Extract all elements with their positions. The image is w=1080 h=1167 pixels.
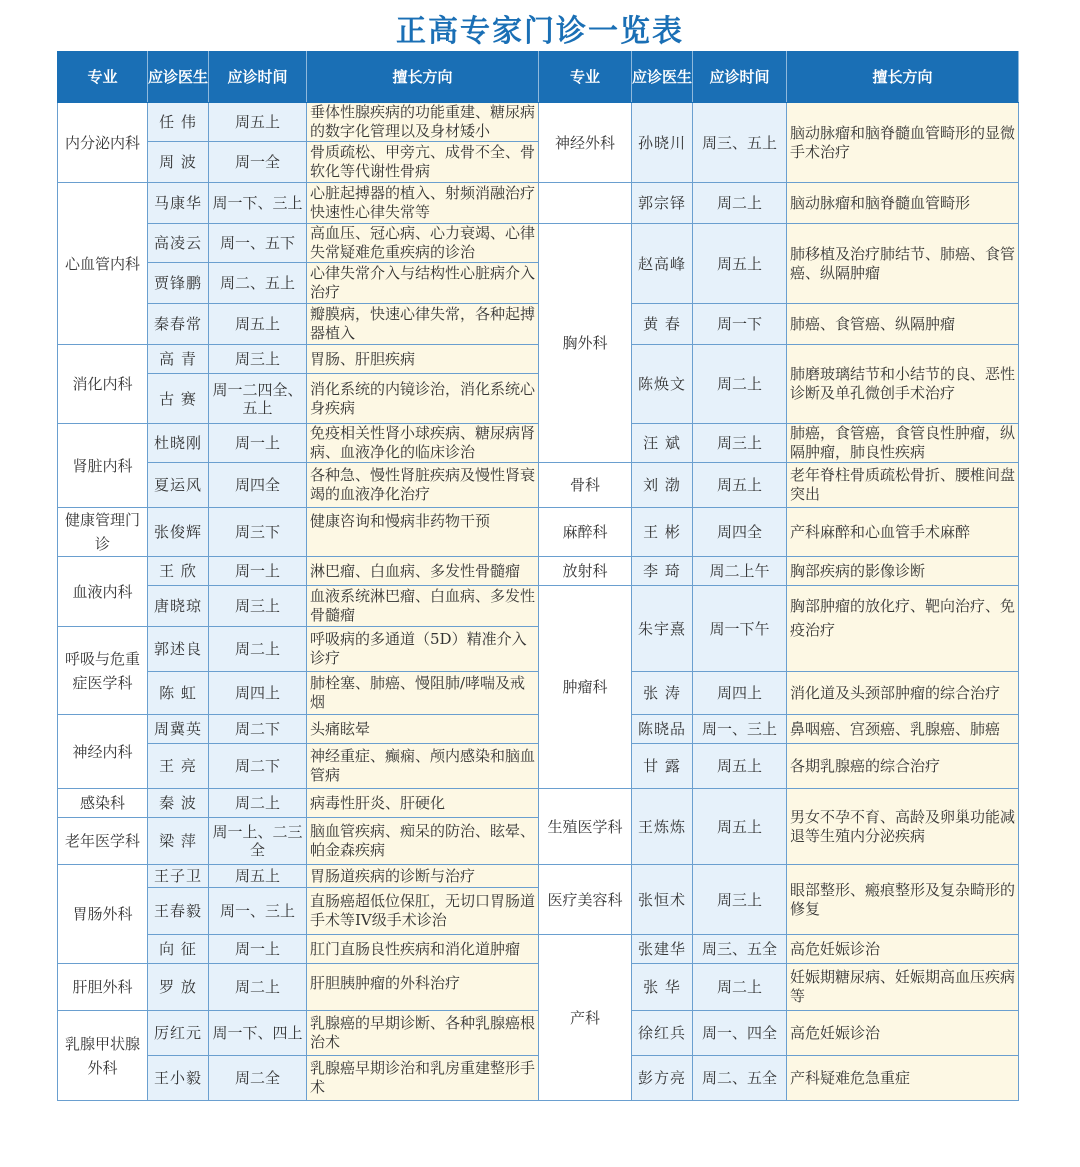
time-cell: 周五上	[209, 865, 307, 888]
time-cell: 周二上	[209, 964, 307, 1011]
table-row	[58, 744, 1019, 789]
dept-cell: 肿瘤科	[539, 586, 632, 789]
time-cell: 周二、五上	[209, 263, 307, 304]
specialty-cell: 瓣膜病，快速心律失常，各种起搏器植入	[307, 304, 539, 345]
time-cell: 周二上	[693, 345, 787, 424]
time-cell: 周五上	[693, 463, 787, 508]
time-cell: 周四全	[693, 508, 787, 557]
dept-cell: 神经外科	[539, 103, 632, 183]
doctor-cell: 陈晓品	[632, 715, 693, 744]
time-cell: 周五上	[693, 224, 787, 304]
specialty-cell: 消化系统的内镜诊治，消化系统心身疾病	[307, 374, 539, 424]
doctor-cell: 罗 放	[148, 964, 209, 1011]
time-cell: 周三下	[209, 508, 307, 557]
specialty-cell: 乳腺癌早期诊治和乳房重建整形手术	[307, 1056, 539, 1101]
specialty-cell: 肛门直肠良性疾病和消化道肿瘤	[307, 935, 539, 964]
doctor-cell: 王小毅	[148, 1056, 209, 1101]
specialty-cell: 淋巴瘤、白血病、多发性骨髓瘤	[307, 557, 539, 586]
specialty-cell: 产科疑难危急重症	[787, 1056, 1019, 1101]
time-cell: 周三、五上	[693, 103, 787, 183]
time-cell: 周三上	[209, 345, 307, 374]
specialty-cell: 胸部疾病的影像诊断	[787, 557, 1019, 586]
time-cell: 周二下	[209, 715, 307, 744]
dept-cell: 骨科	[539, 463, 632, 508]
doctor-cell: 王 亮	[148, 744, 209, 789]
header-dept: 专业	[539, 52, 632, 103]
dept-cell: 呼吸与危重症医学科	[58, 627, 148, 715]
time-cell: 周一、三上	[209, 888, 307, 935]
time-cell: 周四上	[693, 672, 787, 715]
specialty-cell: 免疫相关性肾小球疾病、糖尿病肾病、血液净化的临床诊治	[307, 424, 539, 463]
doctor-cell: 杜晓刚	[148, 424, 209, 463]
specialty-cell: 产科麻醉和心血管手术麻醉	[787, 508, 1019, 557]
dept-cell-continued	[539, 183, 632, 224]
time-cell: 周一上	[209, 424, 307, 463]
time-cell: 周五上	[209, 103, 307, 142]
time-cell: 周三上	[209, 586, 307, 627]
dept-cell: 感染科	[58, 789, 148, 818]
specialty-cell: 脑动脉瘤和脑脊髓血管畸形的显微手术治疗	[787, 103, 1019, 183]
doctor-cell: 梁 萍	[148, 818, 209, 865]
doctor-cell: 秦 波	[148, 789, 209, 818]
specialty-cell: 肺栓塞、肺癌、慢阻肺/哮喘及戒烟	[307, 672, 539, 715]
doctor-cell: 贾锋鹏	[148, 263, 209, 304]
specialty-cell: 妊娠期糖尿病、妊娠期高血压疾病等	[787, 964, 1019, 1011]
time-cell: 周二、五全	[693, 1056, 787, 1101]
specialty-cell: 各期乳腺癌的综合治疗	[787, 744, 1019, 789]
table-row	[58, 463, 1019, 508]
dept-cell: 胃肠外科	[58, 865, 148, 964]
header-specialty: 擅长方向	[787, 52, 1019, 103]
dept-cell: 肾脏内科	[58, 424, 148, 508]
header-doctor: 应诊医生	[148, 52, 209, 103]
specialty-cell: 肝胆胰肿瘤的外科治疗	[307, 964, 539, 1011]
dept-cell: 肝胆外科	[58, 964, 148, 1011]
specialty-cell: 健康咨询和慢病非药物干预	[307, 508, 539, 557]
time-cell: 周五上	[693, 744, 787, 789]
dept-cell: 乳腺甲状腺外科	[58, 1011, 148, 1101]
specialty-cell: 头痛眩晕	[307, 715, 539, 744]
specialty-cell: 血液系统淋巴瘤、白血病、多发性骨髓瘤	[307, 586, 539, 627]
dept-cell: 放射科	[539, 557, 632, 586]
table-row	[58, 586, 1019, 627]
time-cell: 周一、四全	[693, 1011, 787, 1056]
doctor-cell: 周冀英	[148, 715, 209, 744]
dept-cell: 健康管理门诊	[58, 508, 148, 557]
doctor-cell: 王炼炼	[632, 789, 693, 865]
table-row	[58, 224, 1019, 263]
clinic-schedule-table	[57, 51, 1019, 1101]
time-cell: 周二上	[693, 183, 787, 224]
doctor-cell: 王 欣	[148, 557, 209, 586]
doctor-cell: 王 彬	[632, 508, 693, 557]
dept-cell: 神经内科	[58, 715, 148, 789]
dept-cell: 产科	[539, 935, 632, 1101]
doctor-cell: 甘 露	[632, 744, 693, 789]
time-cell: 周二上	[209, 627, 307, 672]
dept-cell: 老年医学科	[58, 818, 148, 865]
doctor-cell: 张 涛	[632, 672, 693, 715]
doctor-cell: 张恒术	[632, 865, 693, 935]
specialty-cell: 脑血管疾病、痴呆的防治、眩晕、帕金森疾病	[307, 818, 539, 865]
table-row	[58, 183, 1019, 224]
doctor-cell: 张建华	[632, 935, 693, 964]
table-row	[58, 1056, 1019, 1101]
table-row	[58, 424, 1019, 463]
specialty-cell: 眼部整形、瘢痕整形及复杂畸形的修复	[787, 865, 1019, 935]
doctor-cell: 唐晓琼	[148, 586, 209, 627]
doctor-cell: 古 赛	[148, 374, 209, 424]
time-cell: 周一下、三上	[209, 183, 307, 224]
header-specialty: 擅长方向	[307, 52, 539, 103]
specialty-cell: 各种急、慢性肾脏疾病及慢性肾衰竭的血液净化治疗	[307, 463, 539, 508]
specialty-cell: 胸部肿瘤的放化疗、靶向治疗、免疫治疗	[787, 586, 1019, 672]
specialty-cell: 呼吸病的多通道（5D）精准介入诊疗	[307, 627, 539, 672]
specialty-cell: 胃肠、肝胆疾病	[307, 345, 539, 374]
table-row	[58, 789, 1019, 818]
doctor-cell: 厉红元	[148, 1011, 209, 1056]
doctor-cell: 郭述良	[148, 627, 209, 672]
table-row	[58, 557, 1019, 586]
specialty-cell: 垂体性腺疾病的功能重建、糖尿病的数字化管理以及身材矮小	[307, 103, 539, 142]
specialty-cell: 肺癌、食管癌、纵隔肿瘤	[787, 304, 1019, 345]
doctor-cell: 陈焕文	[632, 345, 693, 424]
specialty-cell: 肺移植及治疗肺结节、肺癌、食管癌、纵隔肿瘤	[787, 224, 1019, 304]
specialty-cell: 肺癌，食管癌，食管良性肿瘤，纵隔肿瘤，肺良性疾病	[787, 424, 1019, 463]
page-title: 正高专家门诊一览表	[396, 14, 684, 49]
doctor-cell: 高凌云	[148, 224, 209, 263]
doctor-cell: 任 伟	[148, 103, 209, 142]
time-cell: 周一上	[209, 557, 307, 586]
doctor-cell: 徐红兵	[632, 1011, 693, 1056]
doctor-cell: 马康华	[148, 183, 209, 224]
dept-cell: 血液内科	[58, 557, 148, 627]
doctor-cell: 周 波	[148, 142, 209, 183]
time-cell: 周四全	[209, 463, 307, 508]
dept-cell: 内分泌内科	[58, 103, 148, 183]
dept-cell: 医疗美容科	[539, 865, 632, 935]
doctor-cell: 朱宇熹	[632, 586, 693, 672]
doctor-cell: 张俊辉	[148, 508, 209, 557]
time-cell: 周五上	[693, 789, 787, 865]
specialty-cell: 高危妊娠诊治	[787, 935, 1019, 964]
doctor-cell: 向 征	[148, 935, 209, 964]
doctor-cell: 刘 渤	[632, 463, 693, 508]
time-cell: 周二上午	[693, 557, 787, 586]
time-cell: 周二下	[209, 744, 307, 789]
time-cell: 周三上	[693, 865, 787, 935]
specialty-cell: 心律失常介入与结构性心脏病介入治疗	[307, 263, 539, 304]
doctor-cell: 郭宗铎	[632, 183, 693, 224]
time-cell: 周三、五全	[693, 935, 787, 964]
table-row	[58, 865, 1019, 888]
time-cell: 周二全	[209, 1056, 307, 1101]
doctor-cell: 王春毅	[148, 888, 209, 935]
specialty-cell: 老年脊柱骨质疏松骨折、腰椎间盘突出	[787, 463, 1019, 508]
doctor-cell: 夏运风	[148, 463, 209, 508]
time-cell: 周一上、二三全	[209, 818, 307, 865]
table-row	[58, 964, 1019, 1011]
table-row	[58, 935, 1019, 964]
time-cell: 周一下午	[693, 586, 787, 672]
table-row	[58, 1011, 1019, 1056]
specialty-cell: 乳腺癌的早期诊断、各种乳腺癌根治术	[307, 1011, 539, 1056]
table-row	[58, 304, 1019, 345]
doctor-cell: 李 琦	[632, 557, 693, 586]
specialty-cell: 脑动脉瘤和脑脊髓血管畸形	[787, 183, 1019, 224]
table-row	[58, 345, 1019, 374]
table-row	[58, 715, 1019, 744]
doctor-cell: 黄 春	[632, 304, 693, 345]
specialty-cell: 消化道及头颈部肿瘤的综合治疗	[787, 672, 1019, 715]
time-cell: 周五上	[209, 304, 307, 345]
time-cell: 周一、三上	[693, 715, 787, 744]
time-cell: 周一上	[209, 935, 307, 964]
time-cell: 周三上	[693, 424, 787, 463]
specialty-cell: 心脏起搏器的植入、射频消融治疗快速性心律失常等	[307, 183, 539, 224]
dept-cell: 生殖医学科	[539, 789, 632, 865]
specialty-cell: 直肠癌超低位保肛，无切口胃肠道手术等IV级手术诊治	[307, 888, 539, 935]
dept-cell: 麻醉科	[539, 508, 632, 557]
time-cell: 周二上	[693, 964, 787, 1011]
doctor-cell: 彭方亮	[632, 1056, 693, 1101]
header-dept: 专业	[58, 52, 148, 103]
header-doctor: 应诊医生	[632, 52, 693, 103]
specialty-cell: 高血压、冠心病、心力衰竭、心律失常疑难危重疾病的诊治	[307, 224, 539, 263]
time-cell: 周一、五下	[209, 224, 307, 263]
time-cell: 周一全	[209, 142, 307, 183]
specialty-cell: 骨质疏松、甲旁亢、成骨不全、骨软化等代谢性骨病	[307, 142, 539, 183]
specialty-cell: 鼻咽癌、宫颈癌、乳腺癌、肺癌	[787, 715, 1019, 744]
dept-cell: 心血管内科	[58, 183, 148, 345]
doctor-cell: 高 青	[148, 345, 209, 374]
header-time: 应诊时间	[209, 52, 307, 103]
doctor-cell: 王子卫	[148, 865, 209, 888]
table-row	[58, 672, 1019, 715]
specialty-cell: 病毒性肝炎、肝硬化	[307, 789, 539, 818]
specialty-cell: 高危妊娠诊治	[787, 1011, 1019, 1056]
doctor-cell: 陈 虹	[148, 672, 209, 715]
header-time: 应诊时间	[693, 52, 787, 103]
time-cell: 周一二四全、五上	[209, 374, 307, 424]
doctor-cell: 汪 斌	[632, 424, 693, 463]
dept-cell: 胸外科	[539, 224, 632, 463]
time-cell: 周二上	[209, 789, 307, 818]
doctor-cell: 秦春常	[148, 304, 209, 345]
table-row	[58, 103, 1019, 142]
time-cell: 周一下	[693, 304, 787, 345]
doctor-cell: 张 华	[632, 964, 693, 1011]
doctor-cell: 赵高峰	[632, 224, 693, 304]
specialty-cell: 神经重症、癫痫、颅内感染和脑血管病	[307, 744, 539, 789]
dept-cell: 消化内科	[58, 345, 148, 424]
time-cell: 周一下、四上	[209, 1011, 307, 1056]
specialty-cell: 男女不孕不育、高龄及卵巢功能减退等生殖内分泌疾病	[787, 789, 1019, 865]
specialty-cell: 胃肠道疾病的诊断与治疗	[307, 865, 539, 888]
doctor-cell: 孙晓川	[632, 103, 693, 183]
header-row	[58, 52, 1019, 103]
time-cell: 周四上	[209, 672, 307, 715]
table-row	[58, 508, 1019, 557]
specialty-cell: 肺磨玻璃结节和小结节的良、恶性诊断及单孔微创手术治疗	[787, 345, 1019, 424]
